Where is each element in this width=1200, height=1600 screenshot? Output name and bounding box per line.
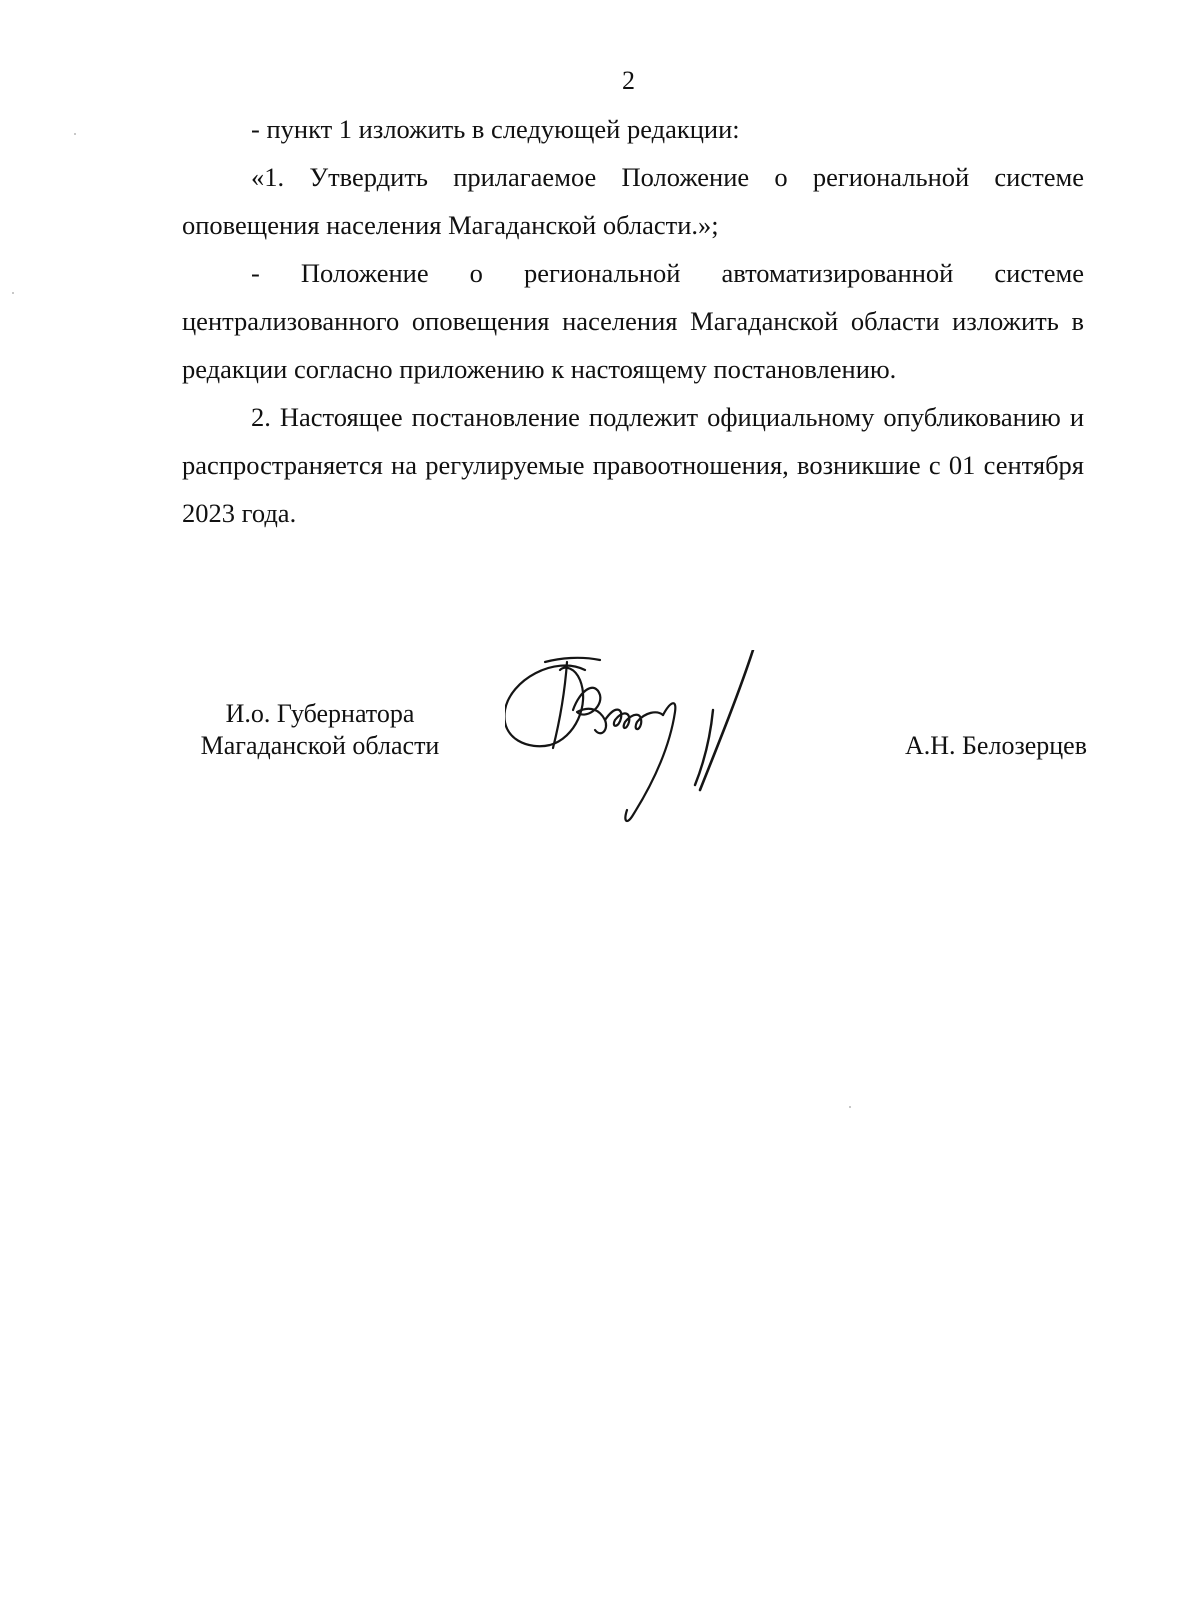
scan-speck xyxy=(74,133,76,135)
signatory-position-line-1: И.о. Губернатора xyxy=(225,699,415,728)
document-body xyxy=(182,105,1084,537)
scan-speck xyxy=(849,1106,851,1108)
scan-speck xyxy=(12,292,14,294)
handwritten-signature xyxy=(505,650,785,850)
paragraph-new-point-1: «1. Утвердить прилагаемое Положение о региональной системе оповещения населения Магаданской области.»; xyxy=(182,162,1084,240)
page-number: 2 xyxy=(622,66,635,95)
paragraph-effective-clause: 2. Настоящее постановление подлежит официальному опубликованию и распространяется на регулируемые правоотношения, возникшие с 01 сентября 2023 года. xyxy=(182,402,1084,528)
signatory-position-line-2: Магаданской области xyxy=(200,731,440,760)
signatory-name: А.Н. Белозерцев xyxy=(904,731,1087,760)
signatory-position xyxy=(182,698,458,762)
paragraph-regulation-amendment: - Положение о региональной автоматизированной системе централизованного оповещения населения Магаданской области изложить в редакции согласно приложению к настоящему постановлению. xyxy=(182,258,1084,384)
paragraph-amend-point-1: - пункт 1 изложить в следующей редакции: xyxy=(251,114,740,144)
